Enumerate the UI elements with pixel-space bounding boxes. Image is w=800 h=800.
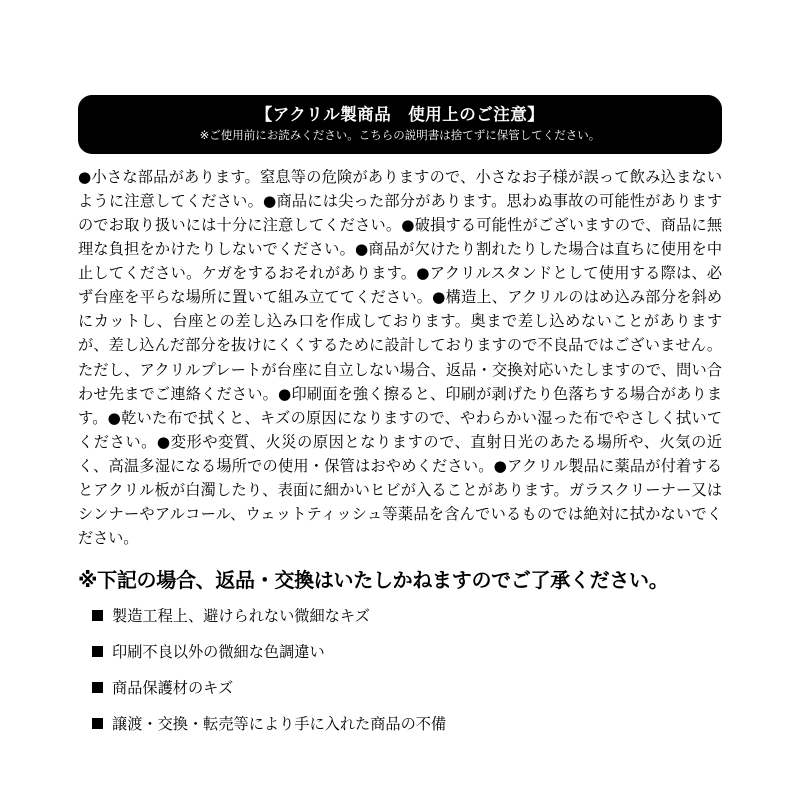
square-bullet-icon <box>92 610 103 621</box>
return-policy-list <box>78 605 722 735</box>
square-bullet-icon <box>92 682 103 693</box>
list-item-label: 印刷不良以外の微細な色調違い <box>112 642 325 661</box>
header-banner <box>78 95 722 154</box>
list-item <box>92 677 722 699</box>
list-item-label: 譲渡・交換・転売等により手に入れた商品の不備 <box>112 714 447 733</box>
square-bullet-icon <box>92 646 103 657</box>
list-item <box>92 605 722 627</box>
precautions-paragraph: ●小さな部品があります。窒息等の危険がありますので、小さなお子様が誤って飲み込まないように注意してください。●商品には尖った部分があります。思わぬ事故の可能性がありますのでお取り扱いには十分に注意してください。●破損する可能性がございますので、商品に無理な負担をかけたりしないでください。●商品が欠けたり割れたりした場合は直ちに使用を中止してください。ケガをするおそれがあります。●アクリルスタンドとして使用する際は、必ず台座を平らな場所に置いて組み立ててください。●構造上、アクリルのはめ込み部分を斜めにカットし、台座との差し込み口を作成しております。奥まで差し込めないことがありますが、差し込んだ部分を抜けにくくするために設計しておりますので不良品ではございません。ただし、アクリルプレートが台座に自立しない場合、返品・交換対応いたしますので、問い合わせ先までご連絡ください。●印刷面を強く擦ると、印刷が剥げたり色落ちする場合があります。●乾いた布で拭くと、キズの原因になりますので、やわらかい湿った布でやさしく拭いてください。●変形や変質、火災の原因となりますので、直射日光のあたる場所や、火気の近く、高温多湿になる場所での使用・保管はおやめください。●アクリル製品に薬品が付着するとアクリル板が白濁したり、表面に細かいヒビが入ることがあります。ガラスクリーナー又はシンナーやアルコール、ウェットティッシュ等薬品を含んでいるものでは絶対に拭かないでください。 <box>78 168 722 547</box>
header-subtitle: ※ご使用前にお読みください。こちらの説明書は捨てずに保管してください。 <box>199 128 601 143</box>
list-item-label: 商品保護材のキズ <box>112 678 234 697</box>
list-item-label: 製造工程上、避けられない微細なキズ <box>112 606 370 625</box>
page-title: 【アクリル製商品 使用上のご注意】 <box>255 105 545 124</box>
list-item <box>92 641 722 663</box>
return-policy-heading: ※下記の場合、返品・交換はいたしかねますのでご了承ください。 <box>78 567 669 592</box>
square-bullet-icon <box>92 718 103 729</box>
list-item <box>92 713 722 735</box>
